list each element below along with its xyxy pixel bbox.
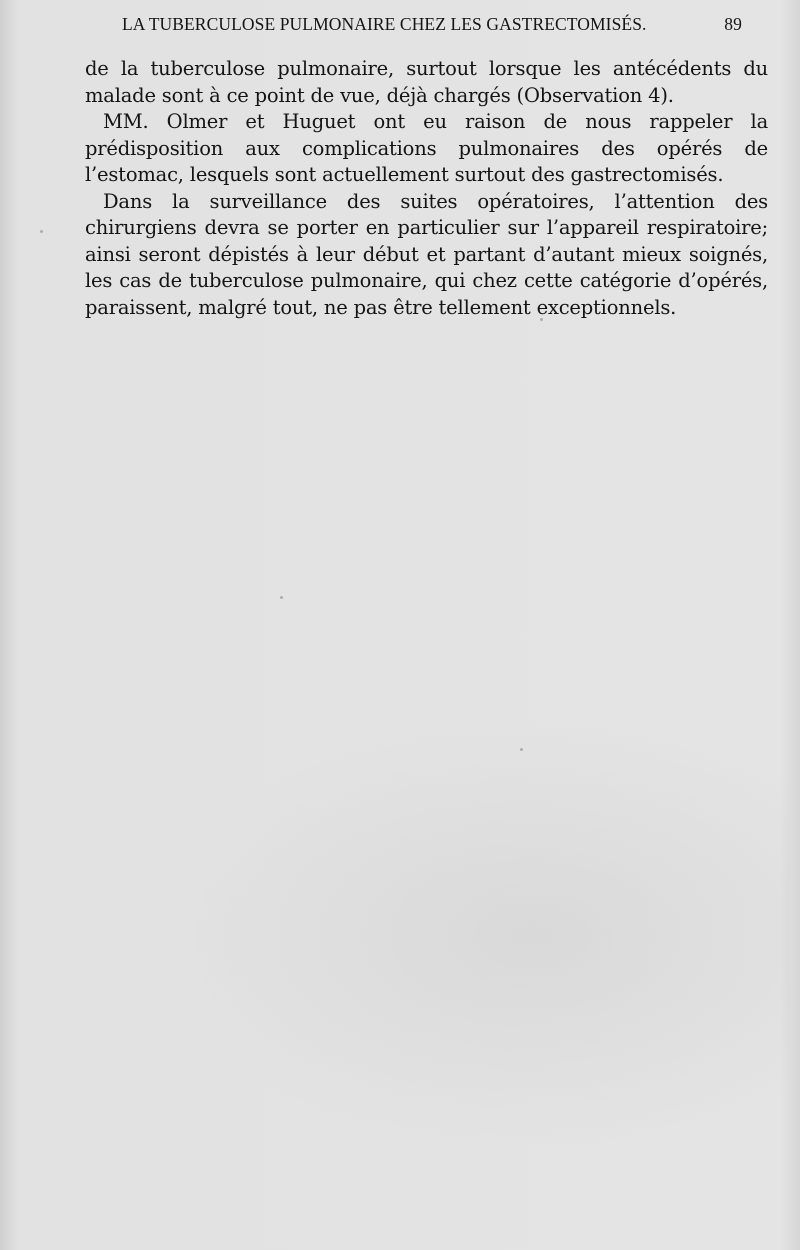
body-text	[85, 56, 768, 321]
running-header	[122, 14, 742, 40]
paper-speck	[540, 318, 543, 321]
paper-speck	[520, 748, 523, 751]
show-through-texture	[150, 720, 790, 1150]
running-title: LA TUBERCULOSE PULMONAIRE CHEZ LES GASTRECTOMISÉS.	[122, 14, 647, 34]
paragraph: MM. Olmer et Huguet ont eu raison de nous rappeler la prédisposition aux complications pulmonaires des opérés de l’estomac, lesquels sont actuellement surtout des gastrectomisés.	[85, 110, 768, 186]
paragraph-continued: de la tuberculose pulmonaire, surtout lorsque les antécédents du malade sont à ce point de vue, déjà chargés (Observation 4).	[85, 57, 768, 107]
page-number: 89	[724, 14, 742, 34]
paper-speck	[280, 596, 283, 599]
paper-speck	[40, 230, 43, 233]
paragraph: Dans la surveillance des suites opératoires, l’attention des chirurgiens devra se porter en particulier sur l’appareil respiratoire; ainsi seront dépistés à leur début et partant d’autant mieux soignés, les cas de tuberculose pulmonaire, qui chez cette catégorie d’opérés, paraissent, malgré tout, ne pas être tellement exceptionnels.	[85, 189, 768, 319]
